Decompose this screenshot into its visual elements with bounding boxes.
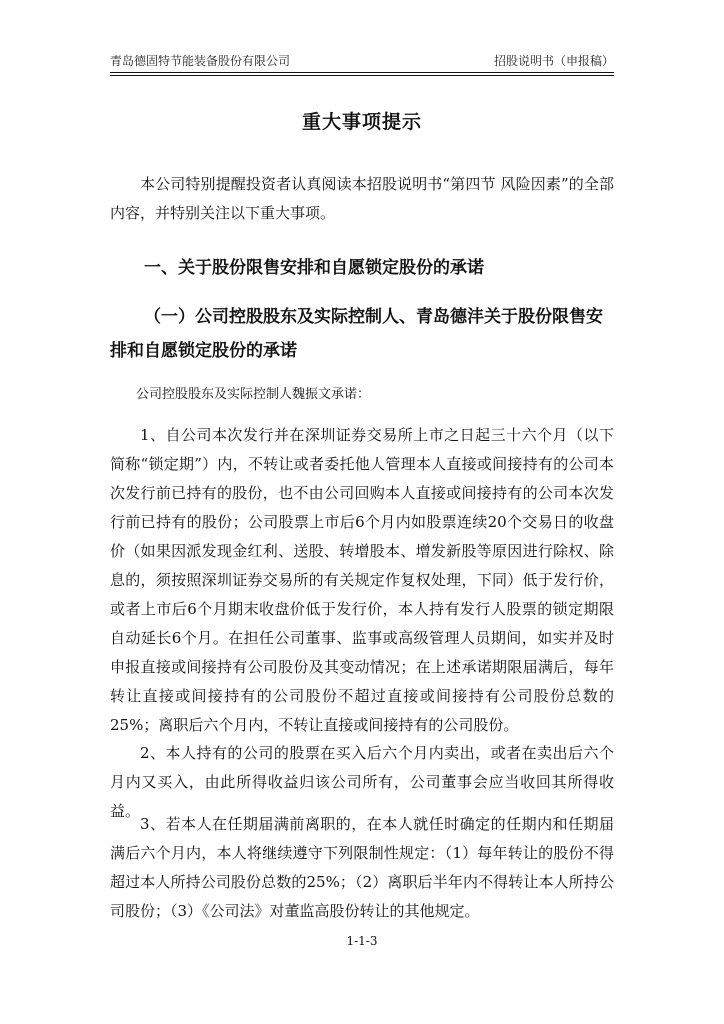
header-doc-type: 招股说明书（申报稿） [493, 54, 614, 68]
header-rule [110, 72, 614, 73]
section-1-heading: 一、关于股份限售安排和自愿锁定股份的承诺 [144, 258, 484, 278]
subsection-1-lead: 公司控股股东及实际控制人魏振文承诺： [136, 387, 371, 402]
header-rule-thin [110, 75, 614, 76]
page-title: 重大事项提示 [301, 111, 422, 133]
commitment-item-3: 3、若本人在任期届满前离职的，在本人就任时确定的任期内和任期届满后六个月内，本人将继续遵守下列限制性规定：（1）每年转让的股份不得超过本人所持公司股份总数的25%；（2）离职后半年内不得转让本人所持公司股份；（3）《公司法》对董监高股份转让的其他规定。 [110, 815, 614, 920]
page-header [110, 50, 614, 70]
subsection-1-heading: （一）公司控股股东及实际控制人、青岛德沣关于股份限售安排和自愿锁定股份的承诺 [110, 307, 603, 361]
commitment-item-2: 2、本人持有的公司的股票在买入后六个月内卖出，或者在卖出后六个月内又买入，由此所得收益归该公司所有，公司董事会应当收回其所得收益。 [110, 744, 614, 820]
commitment-item-1: 1、自公司本次发行并在深圳证券交易所上市之日起三十六个月（以下简称“锁定期”）内，不转让或者委托他人管理本人直接或间接持有的公司本次发行前已持有的股份，也不由公司回购本人直接或间接持有的公司本次发行前已持有的股份；公司股票上市后6个月内如股票连续20个交易日的收盘价（如果因派发现金红利、送股、转增股本、增发新股等原因进行除权、除息的，须按照深圳证券交易所的有关规定作复权处理，下同）低于发行价，或者上市后6个月期末收盘价低于发行价，本人持有发行人股票的锁定期限自动延长6个月。在担任公司董事、监事或高级管理人员期间，如实并及时申报直接或间接持有公司股份及其变动情况；在上述承诺期限届满后，每年转让直接或间接持有的公司股份不超过直接或间接持有公司股份总数的25%；离职后六个月内，不转让直接或间接持有的公司股份。 [110, 426, 614, 734]
page-number: 1-1-3 [346, 934, 378, 948]
intro-paragraph: 本公司特别提醒投资者认真阅读本招股说明书“第四节 风险因素”的全部内容，并特别关注以下重大事项。 [110, 175, 614, 222]
header-company: 青岛德固特节能装备股份有限公司 [110, 54, 291, 68]
